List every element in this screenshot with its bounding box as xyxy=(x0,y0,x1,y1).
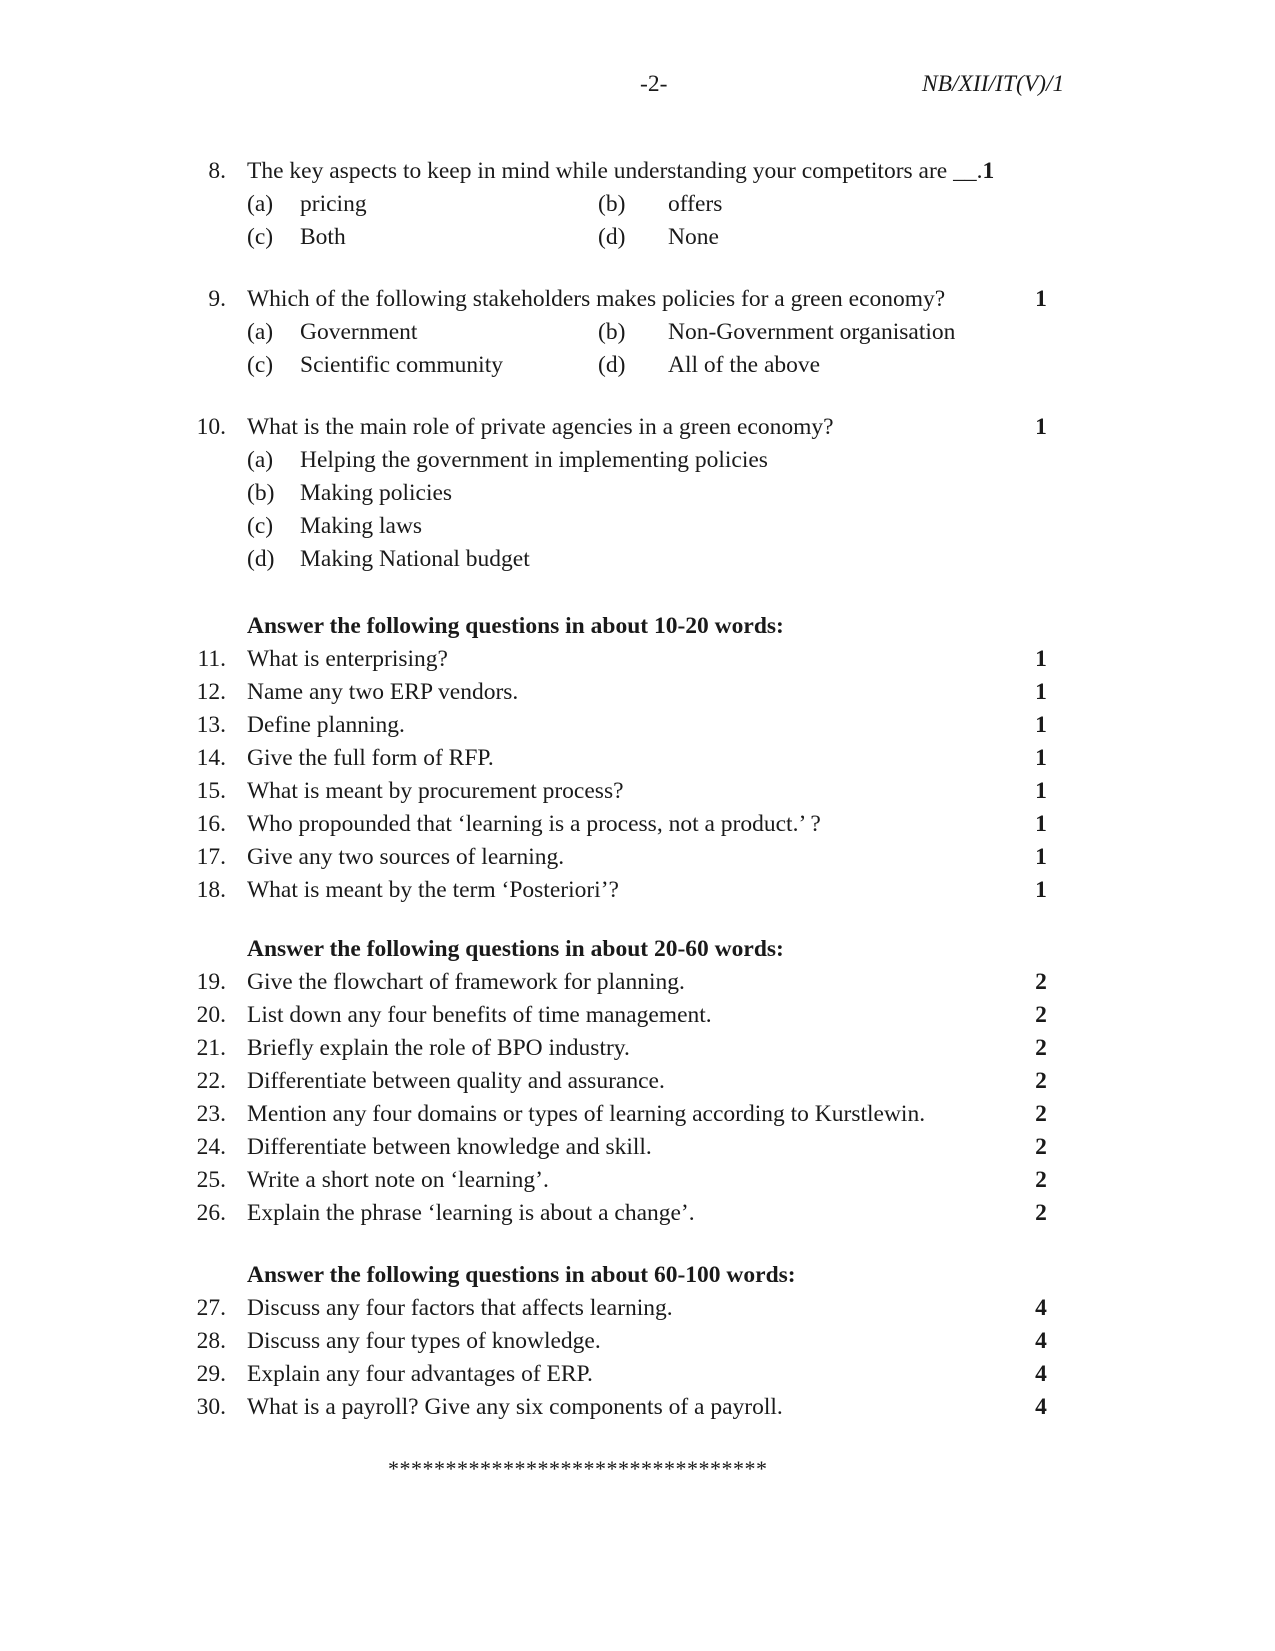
option-letter: (d) xyxy=(598,224,626,250)
option-letter: (a) xyxy=(247,319,274,345)
question-mark: 2 xyxy=(1035,1002,1047,1028)
question-mark: 2 xyxy=(1035,1134,1047,1160)
option-text: Non-Government organisation xyxy=(668,319,956,345)
question-text: Differentiate between quality and assurance. xyxy=(247,1068,665,1094)
question-number: 13. xyxy=(196,712,226,738)
question-mark: 4 xyxy=(1035,1361,1047,1387)
question-number: 10. xyxy=(196,414,226,440)
question-mark: 1 xyxy=(1035,778,1047,804)
paper-code: NB/XII/IT(V)/1 xyxy=(922,71,1065,97)
option-letter: (a) xyxy=(247,447,274,473)
question-number: 27. xyxy=(196,1295,226,1321)
question-text: Mention any four domains or types of learning according to Kurstlewin. xyxy=(247,1101,926,1127)
question-text: What is the main role of private agencies in a green economy? xyxy=(247,414,834,440)
option-text: Scientific community xyxy=(300,352,503,378)
question-text xyxy=(247,160,994,184)
option-text: offers xyxy=(668,191,723,217)
question-number: 24. xyxy=(196,1134,226,1160)
question-mark: 2 xyxy=(1035,1200,1047,1226)
question-mark: 1 xyxy=(1035,679,1047,705)
option-text: Making laws xyxy=(300,513,423,539)
question-text: Name any two ERP vendors. xyxy=(247,679,519,705)
question-text: Write a short note on ‘learning’. xyxy=(247,1167,549,1193)
question-number: 26. xyxy=(196,1200,226,1226)
question-text: Discuss any four factors that affects learning. xyxy=(247,1295,673,1321)
question-mark: 1 xyxy=(1035,877,1047,903)
question-mark: 2 xyxy=(1035,1101,1047,1127)
question-text: What is meant by the term ‘Posteriori’? xyxy=(247,877,619,903)
question-number: 16. xyxy=(196,811,226,837)
question-mark: 2 xyxy=(1035,969,1047,995)
question-number: 11. xyxy=(197,646,226,672)
question-number: 14. xyxy=(196,745,226,771)
question-mark: 1 xyxy=(982,158,995,184)
question-number: 29. xyxy=(196,1361,226,1387)
question-text: What is a payroll? Give any six components of a payroll. xyxy=(247,1394,783,1420)
question-text: What is enterprising? xyxy=(247,646,448,672)
question-text: Define planning. xyxy=(247,712,405,738)
question-text: Give the flowchart of framework for planning. xyxy=(247,969,685,995)
question-mark: 1 xyxy=(1035,844,1047,870)
question-number: 25. xyxy=(196,1167,226,1193)
question-number: 17. xyxy=(196,844,226,870)
option-text: pricing xyxy=(300,191,367,217)
option-text: All of the above xyxy=(668,352,821,378)
question-number: 28. xyxy=(196,1328,226,1354)
option-letter: (b) xyxy=(598,191,626,217)
question-number: 21. xyxy=(196,1035,226,1061)
question-text: Discuss any four types of knowledge. xyxy=(247,1328,601,1354)
question-number: 12. xyxy=(196,679,226,705)
question-mark: 2 xyxy=(1035,1068,1047,1094)
question-text: Explain any four advantages of ERP. xyxy=(247,1361,593,1387)
section-heading: Answer the following questions in about 20-60 words: xyxy=(247,936,784,962)
option-letter: (d) xyxy=(247,546,275,572)
question-mark: 1 xyxy=(1035,286,1047,312)
question-text: Who propounded that ‘learning is a process, not a product.’ ? xyxy=(247,811,821,837)
question-number: 30. xyxy=(196,1394,226,1420)
question-mark: 2 xyxy=(1035,1167,1047,1193)
question-mark: 4 xyxy=(1035,1394,1047,1420)
question-number: 23. xyxy=(196,1101,226,1127)
question-text: Differentiate between knowledge and skill. xyxy=(247,1134,652,1160)
option-text: Making National budget xyxy=(300,546,530,572)
option-text: Both xyxy=(300,224,346,250)
question-mark: 1 xyxy=(1035,811,1047,837)
option-text: Making policies xyxy=(300,480,453,506)
option-letter: (b) xyxy=(247,480,275,506)
option-letter: (c) xyxy=(247,352,274,378)
question-text: Give the full form of RFP. xyxy=(247,745,494,771)
section-heading: Answer the following questions in about 10-20 words: xyxy=(247,613,784,639)
option-letter: (d) xyxy=(598,352,626,378)
question-number: 22. xyxy=(196,1068,226,1094)
option-text: Helping the government in implementing policies xyxy=(300,447,768,473)
question-number: 9. xyxy=(208,286,226,312)
question-text-body: The key aspects to keep in mind while understanding your competitors are __. xyxy=(247,158,983,184)
option-letter: (c) xyxy=(247,513,274,539)
question-mark: 1 xyxy=(1035,646,1047,672)
question-mark: 4 xyxy=(1035,1328,1047,1354)
question-mark: 2 xyxy=(1035,1035,1047,1061)
option-letter: (a) xyxy=(247,191,274,217)
question-mark: 1 xyxy=(1035,712,1047,738)
option-text: None xyxy=(668,224,719,250)
question-number: 8. xyxy=(208,158,226,184)
question-mark: 4 xyxy=(1035,1295,1047,1321)
question-mark: 1 xyxy=(1035,414,1047,440)
question-text: Give any two sources of learning. xyxy=(247,844,565,870)
option-letter: (c) xyxy=(247,224,274,250)
question-number: 19. xyxy=(196,969,226,995)
question-text: Briefly explain the role of BPO industry. xyxy=(247,1035,630,1061)
question-mark: 1 xyxy=(1035,745,1047,771)
question-number: 20. xyxy=(196,1002,226,1028)
page-number: -2- xyxy=(640,71,668,97)
question-text: List down any four benefits of time management. xyxy=(247,1002,712,1028)
question-text: Explain the phrase ‘learning is about a change’. xyxy=(247,1200,695,1226)
question-number: 18. xyxy=(196,877,226,903)
section-heading: Answer the following questions in about 60-100 words: xyxy=(247,1262,796,1288)
question-number: 15. xyxy=(196,778,226,804)
end-of-paper-divider: ********************************* xyxy=(388,1456,768,1481)
option-text: Government xyxy=(300,319,418,345)
question-text: Which of the following stakeholders makes policies for a green economy? xyxy=(247,286,946,312)
question-text: What is meant by procurement process? xyxy=(247,778,624,804)
option-letter: (b) xyxy=(598,319,626,345)
